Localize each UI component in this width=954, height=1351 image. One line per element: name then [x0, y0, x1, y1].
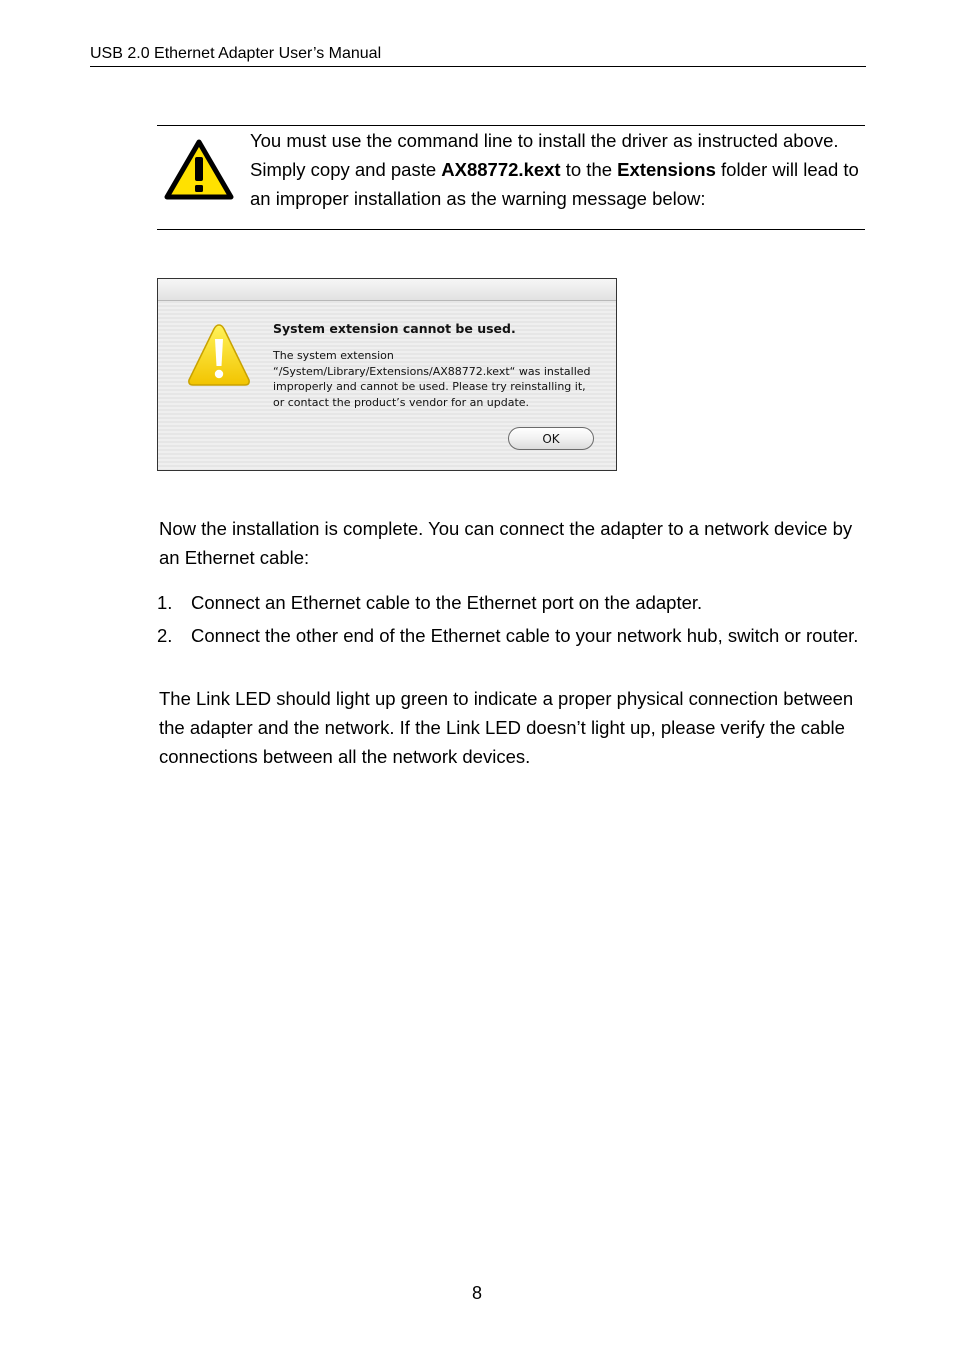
dialog-message: The system extension “/System/Library/Extensions/AX88772.kext“ was installed improperly and cannot be used. Please try reinstalling it, or contact the product’s vendor for an update.: [273, 349, 591, 409]
closing-paragraph: The Link LED should light up green to indicate a proper physical connection between the adapter and the network. If the Link LED doesn’t light up, please verify the cable connections between all the network devices.: [159, 688, 854, 767]
extensions-folder: Extensions: [617, 159, 716, 180]
warning-note: [157, 125, 865, 230]
warning-triangle-icon: [164, 139, 234, 201]
ok-button[interactable]: OK: [508, 427, 594, 450]
warning-seg-3: folder will lead to an improper installation as the warning message below:: [250, 159, 859, 209]
dialog-title: System extension cannot be used.: [273, 321, 516, 336]
warning-text: [250, 126, 866, 213]
warning-seg-2: to the: [560, 159, 618, 180]
driver-filename: AX88772.kext: [441, 159, 561, 180]
list-text: Connect an Ethernet cable to the Ethernet port on the adapter.: [191, 592, 703, 613]
warning-line-1: You must use the command line to install the driver as instructed above.: [250, 130, 839, 151]
dialog-titlebar: [158, 279, 616, 301]
warning-seg-1: Simply copy and paste: [250, 159, 442, 180]
list-number: 2.: [157, 625, 173, 646]
alert-triangle-icon: [186, 322, 252, 388]
list-text: Connect the other end of the Ethernet cable to your network hub, switch or router.: [191, 625, 859, 646]
page-number: 8: [471, 1283, 482, 1303]
running-header: USB 2.0 Ethernet Adapter User’s Manual: [90, 44, 866, 67]
error-dialog-screenshot: [157, 278, 617, 471]
list-number: 1.: [157, 592, 173, 613]
intro-paragraph: Now the installation is complete. You can connect the adapter to a network device by an Ethernet cable:: [159, 518, 853, 568]
